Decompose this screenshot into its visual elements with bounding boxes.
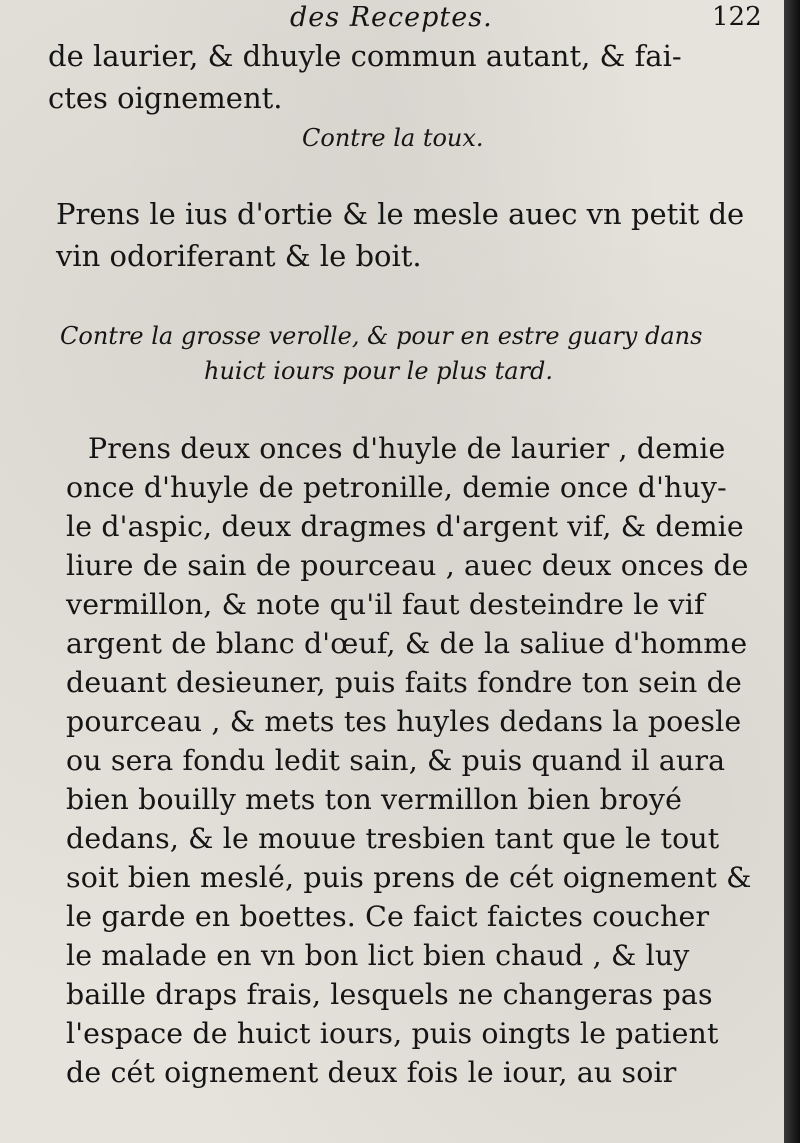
text-line: vermillon, & note qu'il faut desteindre le vif [66,588,705,621]
text-line: pourceau , & mets tes huyles dedans la poesle [66,705,742,738]
text-line: deuant desieuner, puis faits fondre ton sein de [66,666,742,699]
text-line: de laurier, & dhuyle commun autant, & fai- [48,39,682,73]
text-line: ctes oignement. [48,81,283,115]
section-heading: huict iours pour le plus tard. [204,357,554,385]
text-line: dedans, & le mouue tresbien tant que le tout [66,822,720,855]
text-line: soit bien meslé, puis prens de cét oignement & [66,861,752,894]
text-line: le d'aspic, deux dragmes d'argent vif, & demie [66,510,744,543]
text-line: Prens le ius d'ortie & le mesle auec vn petit de [56,197,745,231]
text-line: argent de blanc d'œuf, & de la saliue d'homme [66,627,748,660]
text-line: liure de sain de pourceau , auec deux onces de [66,549,749,582]
running-head: des Receptes. [290,2,493,33]
text-line: vin odoriferant & le boit. [56,239,422,273]
text-line: le malade en vn bon lict bien chaud , & luy [66,939,690,972]
text-line: once d'huyle de petronille, demie once d'huy- [66,471,727,504]
page-number: 122 [712,2,762,32]
text-line: le garde en boettes. Ce faict faictes coucher [66,900,710,933]
section-heading: Contre la toux. [302,124,484,152]
text-line: ou sera fondu ledit sain, & puis quand il aura [66,744,726,777]
text-line: l'espace de huict iours, puis oingts le patient [66,1017,719,1050]
text-line: bien bouilly mets ton vermillon bien broyé [66,783,683,816]
text-line: Prens deux onces d'huyle de laurier , demie [88,432,726,465]
text-line: de cét oignement deux fois le iour, au soir [66,1056,677,1089]
book-spine-shadow [784,0,800,1143]
section-heading: Contre la grosse verolle, & pour en estre guary dans [60,322,703,350]
text-line: baille draps frais, lesquels ne changeras pas [66,978,713,1011]
